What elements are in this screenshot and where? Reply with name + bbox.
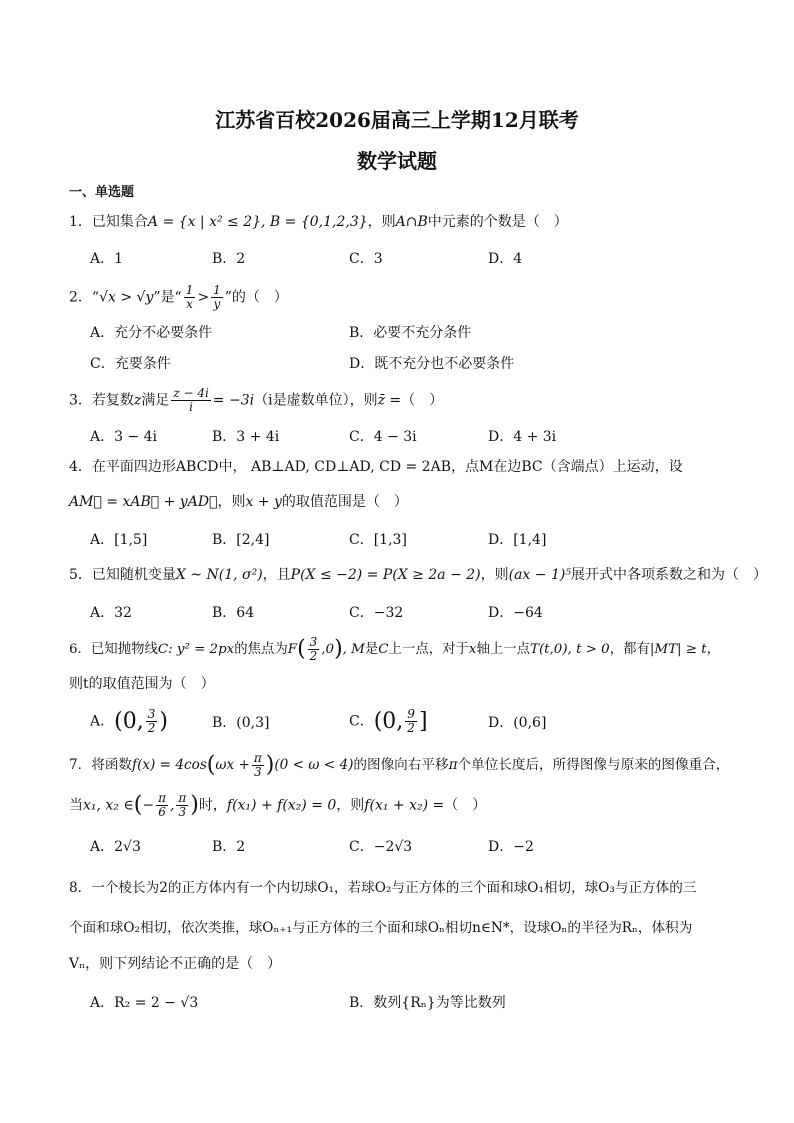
fraction: $\frac{z - 4i}{i}$: [173, 386, 209, 414]
math-expression: (0 < ω < 4): [274, 757, 354, 773]
option-d[interactable]: D．−64: [488, 605, 543, 621]
question-number: 3．: [69, 392, 92, 409]
option-c[interactable]: C．3: [349, 251, 383, 267]
question-number: 1．: [69, 214, 92, 230]
question-1: [69, 212, 729, 232]
question-4: [69, 457, 729, 477]
math-expression: AM⃗ = xAB⃗ + yAD⃗: [69, 494, 218, 510]
question-text: 当: [69, 797, 83, 814]
math-expression: , M: [342, 642, 365, 657]
math-expression: >: [197, 289, 210, 306]
math-expression: √x > √y: [99, 289, 154, 306]
math-expression: P(X ≤ −2) = P(X ≥ 2a − 2): [290, 567, 481, 583]
question-number: 2．: [69, 289, 92, 306]
question-text: ”的（ ）: [224, 289, 288, 306]
question-text: 上一点，对于: [388, 642, 469, 657]
section-heading: 一、单选题: [69, 185, 135, 200]
option-b[interactable]: B．[2,4]: [212, 532, 270, 548]
math-expression: ωx +: [215, 757, 250, 773]
option-b[interactable]: B．必要不充分条件: [349, 325, 472, 341]
math-expression: X ~ N(1, σ²): [175, 567, 263, 583]
fraction: $\frac{\pi}{3}$: [178, 791, 187, 819]
math-expression: z̄ =: [377, 392, 402, 409]
option-d[interactable]: D．[1,4]: [488, 532, 547, 548]
question-text: 时，: [198, 797, 227, 814]
question-text: （ ）: [444, 797, 487, 814]
option-d[interactable]: D．4: [488, 251, 523, 267]
option-b[interactable]: B．数列{Rₙ}为等比数列: [349, 995, 506, 1011]
fraction: $\frac{\pi}{3}$: [253, 751, 262, 779]
math-expression: = −3i: [212, 392, 255, 409]
option-b[interactable]: B．2: [212, 839, 246, 855]
math-expression: |MT| ≥ t: [649, 642, 707, 657]
question-text: 已知集合: [91, 214, 148, 230]
question-text: 若复数: [91, 392, 134, 409]
option-d[interactable]: D．(0,6]: [488, 715, 547, 731]
question-number: 8．: [69, 880, 92, 896]
math-expression: C: y² = 2px: [157, 642, 235, 657]
question-text: 的焦点为: [234, 642, 288, 657]
math-expression: π: [448, 757, 458, 773]
question-6-line-2: 则t的取值范围为（ ）: [69, 676, 215, 692]
math-expression: f(x₁ + x₂) =: [364, 797, 445, 814]
option-b[interactable]: B．3 + 4i: [212, 429, 280, 445]
question-3: [69, 387, 729, 414]
question-text: 已知抛物线: [90, 642, 158, 657]
math-expression: x: [468, 642, 477, 657]
math-expression: C: [378, 642, 389, 657]
question-8: [69, 878, 729, 898]
question-text: ，则: [480, 567, 509, 583]
option-c[interactable]: C．充要条件: [90, 356, 171, 372]
question-text: 已知随机变量: [91, 567, 176, 583]
exam-subtitle: 数学试题: [357, 149, 437, 173]
question-text: 的取值范围是（ ）: [281, 494, 408, 510]
question-8-line-3: Vₙ，则下列结论不正确的是（ ）: [69, 956, 282, 972]
option-a[interactable]: A．32: [90, 605, 132, 621]
fraction: $\frac{1}{y}$: [213, 283, 221, 311]
math-expression: F: [287, 642, 298, 657]
question-7: 7．将函数f(x) = 4cos(ωx + $\frac{\pi}{3}$ )(0 < ω < 4)的图像向右平移π个单位长度后，所得图像与原来的图像重合，: [69, 751, 730, 779]
question-4-line-2: [69, 492, 729, 512]
math-expression: A = {x | x² ≤ 2}, B = {0,1,2,3}: [147, 214, 368, 230]
question-text: 将函数: [91, 757, 133, 773]
option-a[interactable]: A．(0, $\frac{3}{2}$ ): [90, 707, 168, 735]
option-a[interactable]: A．3 − 4i: [90, 429, 158, 445]
question-text: （i是虚数单位），则: [254, 392, 378, 409]
option-d[interactable]: D．4 + 3i: [488, 429, 557, 445]
option-c[interactable]: C．4 − 3i: [349, 429, 417, 445]
question-number: 7．: [69, 757, 92, 773]
question-text: ，则: [217, 494, 246, 510]
question-text: ，都有: [609, 642, 650, 657]
option-d[interactable]: D．既不充分也不必要条件: [349, 356, 515, 372]
question-text: “: [91, 289, 100, 306]
math-expression: x + y: [245, 494, 282, 510]
fraction: $\frac{9}{2}$: [407, 707, 415, 735]
question-6: 6．已知抛物线C: y² = 2px的焦点为F( $\frac{3}{2}$ ,0), M是C上一点，对于x轴上一点T(t,0), t > 0，都有|MT| ≥ t，: [69, 635, 721, 663]
option-b[interactable]: B．(0,3]: [212, 715, 270, 731]
question-text: 展开式中各项系数之和为（ ）: [570, 567, 767, 583]
option-d[interactable]: D．−2: [488, 839, 534, 855]
math-expression: f(x₁) + f(x₂) = 0: [226, 797, 337, 814]
fraction: $\frac{3}{2}$: [309, 635, 318, 663]
math-expression: z: [133, 392, 142, 409]
option-a[interactable]: A．1: [90, 251, 124, 267]
question-number: 4．: [69, 459, 92, 475]
option-b[interactable]: B．64: [212, 605, 255, 621]
fraction: $\frac{1}{x}$: [185, 283, 194, 311]
math-expression: A∩B: [395, 214, 428, 230]
question-text: 轴上一点: [476, 642, 531, 657]
question-text: ”是“: [153, 289, 182, 306]
question-text: 个单位长度后，所得图像与原来的图像重合，: [457, 757, 730, 773]
option-c[interactable]: C．−32: [349, 605, 404, 621]
question-text: 一个棱长为2的正方体内有一个内切球O₁，若球O₂与正方体的三个面和球O₁相切，球O₃与正方体的三: [91, 880, 697, 896]
question-text: ，: [706, 642, 721, 657]
option-a[interactable]: A．充分不必要条件: [90, 325, 213, 341]
question-text: 是: [364, 642, 379, 657]
exam-title: 江苏省百校2026届高三上学期12月联考: [215, 108, 579, 132]
fraction: $\frac{\pi}{6}$: [158, 791, 166, 819]
option-a[interactable]: A．2√3: [90, 839, 141, 855]
math-expression: f(x) = 4cos: [132, 757, 207, 773]
math-expression: ,0: [321, 642, 335, 657]
math-expression: x₁, x₂ ∈: [83, 797, 134, 814]
question-number: 5．: [69, 567, 92, 583]
option-c[interactable]: C．−2√3: [349, 839, 413, 855]
question-text: ，则: [367, 214, 396, 230]
math-expression: (ax − 1)⁵: [508, 567, 571, 583]
question-text: 中元素的个数是（ ）: [427, 214, 568, 230]
option-a[interactable]: A．[1,5]: [90, 532, 148, 548]
question-2: [69, 284, 729, 311]
option-a[interactable]: A．R₂ = 2 − √3: [90, 995, 199, 1011]
question-text: 在平面四边形ABCD中， AB⊥AD, CD⊥AD, CD = 2AB，点M在边BC（含端点）上运动，设: [91, 459, 683, 475]
question-number: 6．: [69, 642, 91, 657]
question-7-line-2: 当x₁, x₂ ∈(− $\frac{\pi}{6}$ , $\frac{\pi}{3}$ )时，f(x₁) + f(x₂) = 0，则f(x₁ + x₂) =（ ）: [69, 791, 487, 819]
question-text: 的图像向右平移: [353, 757, 449, 773]
question-text: 满足: [141, 392, 170, 409]
option-b[interactable]: B．2: [212, 251, 246, 267]
math-expression: T(t,0), t > 0: [530, 642, 610, 657]
question-5: [69, 565, 767, 585]
question-text: （ ）: [401, 392, 444, 409]
option-c[interactable]: C．[1,3]: [349, 532, 407, 548]
question-text: ，且: [262, 567, 291, 583]
question-text: ，则: [336, 797, 365, 814]
fraction: $\frac{3}{2}$: [147, 707, 156, 735]
question-8-line-2: 个面和球O₂相切，依次类推，球Oₙ₊₁与正方体的三个面和球Oₙ相切n∈N*，设球Oₙ的半径为Rₙ，体积为: [69, 920, 693, 936]
option-c[interactable]: C．(0, $\frac{9}{2}$ ]: [349, 707, 428, 735]
